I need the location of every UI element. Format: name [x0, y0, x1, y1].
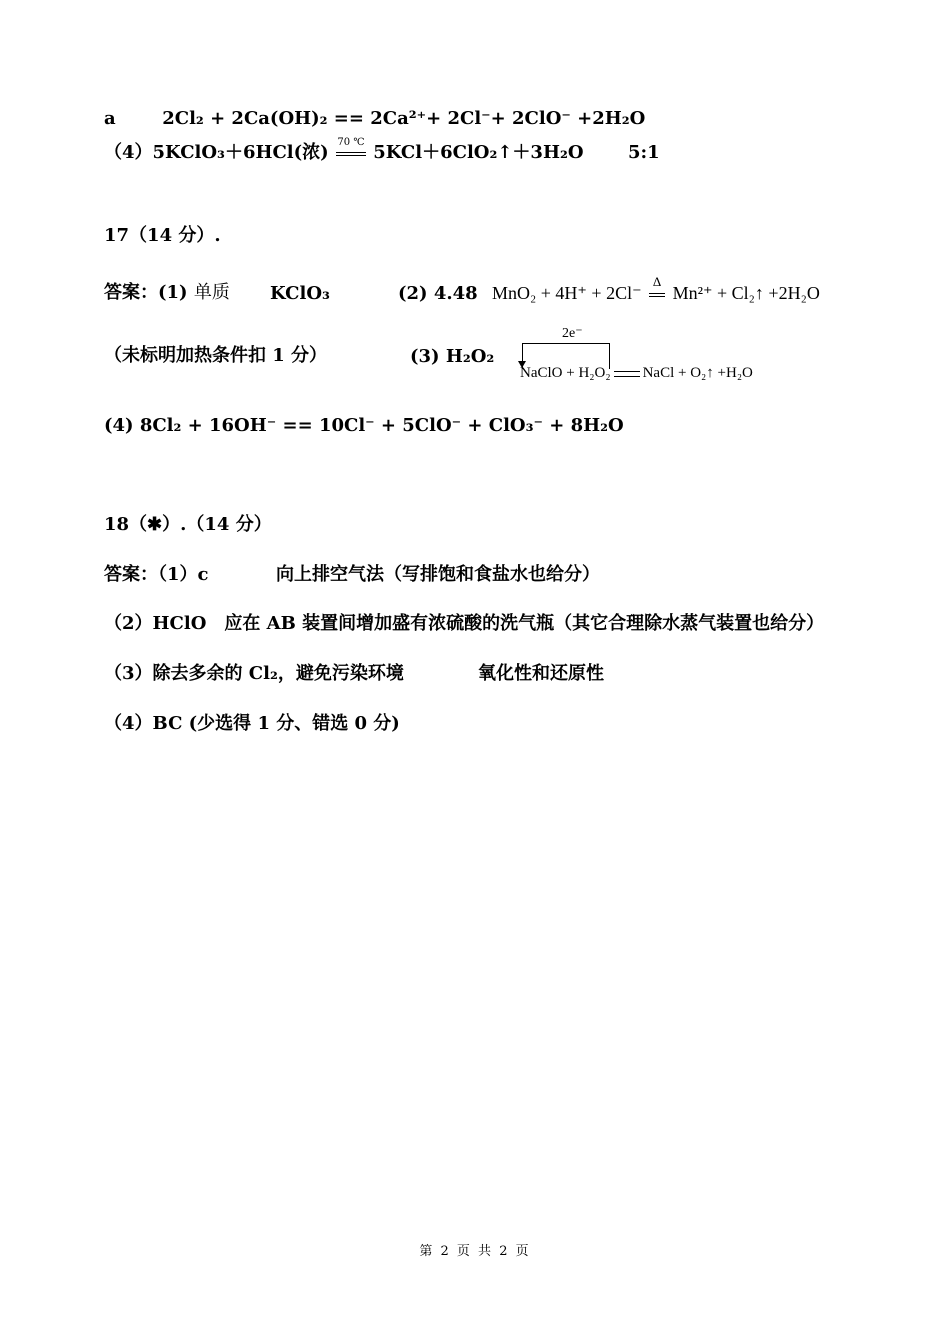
- q18-p4: （4）BC (少选得 1 分、错选 0 分): [104, 713, 400, 734]
- q18-p3-part2: 氧化性和还原性: [478, 663, 604, 684]
- q16-4-ratio: 5:1: [628, 142, 660, 163]
- q18-p1-label: （1）c: [158, 564, 209, 585]
- q17-p3-label: (3) H₂O₂: [410, 346, 495, 367]
- etrans-right: NaCl + O₂↑ +H₂O: [642, 365, 753, 381]
- electron-transfer-diagram: [520, 323, 800, 393]
- q18-p3-part1: （3）除去多余的 Cl₂，避免污染环境: [104, 663, 404, 684]
- q17-rxn-reactants: MnO₂ + 4H⁺ + 2Cl⁻: [492, 283, 642, 303]
- q17-p4: (4) 8Cl₂ + 16OH⁻ == 10Cl⁻ + 5ClO⁻ + ClO₃⁻ + 8H₂O: [104, 415, 624, 436]
- etrans-left: NaClO + H₂O₂: [520, 365, 611, 381]
- q18-answer-label: 答案：: [104, 564, 158, 585]
- q17-rxn-condition: Δ: [652, 273, 662, 289]
- q16-4-label: （4）: [104, 142, 153, 163]
- heat-condition-mark: [646, 273, 668, 305]
- q18-p1-answer: 向上排空气法（写排饱和食盐水也给分）: [276, 564, 600, 585]
- q17-answer-line: [104, 281, 230, 305]
- q16-4-condition: 70 ℃: [337, 137, 365, 148]
- q16-4-line: [104, 137, 584, 165]
- q17-note: （未标明加热条件扣 1 分）: [104, 345, 328, 366]
- q17-heading: 17（14 分）.: [104, 225, 221, 246]
- q17-p2-reaction: [492, 273, 820, 305]
- q16-4-reactants: 5KClO₃＋6HCl(浓): [152, 142, 329, 163]
- etrans-formula: [520, 365, 753, 382]
- q18-p2: （2）HClO 应在 AB 装置间增加盛有浓硫酸的洗气瓶（其它合理除水蒸气装置也给分）: [104, 613, 825, 634]
- q17-p1-label: (1): [158, 282, 188, 303]
- page-footer: 第 2 页 共 2 页: [419, 1244, 531, 1259]
- q17-rxn-products: Mn²⁺ + Cl₂↑ +2H₂O: [672, 283, 820, 303]
- q16-a-reaction: 2Cl₂ + 2Ca(OH)₂ == 2Ca²⁺+ 2Cl⁻+ 2ClO⁻ +2H₂O: [162, 108, 646, 129]
- q18-heading: 18（✱）.（14 分）: [104, 514, 272, 535]
- q17-answer-label: 答案：: [104, 282, 158, 303]
- q17-p1-answer1: 单质: [193, 282, 230, 303]
- q18-answer-line: [104, 563, 208, 587]
- q16-a-label: a: [104, 108, 116, 129]
- q17-p2-label: (2) 4.48: [398, 283, 478, 304]
- electron-count: 2e⁻: [562, 326, 583, 341]
- q17-p1-answer2: KClO₃: [270, 283, 330, 304]
- q16-4-products: 5KCl＋6ClO₂↑＋3H₂O: [373, 142, 584, 163]
- q16-a-line: [104, 107, 645, 131]
- condition-mark: [335, 137, 367, 163]
